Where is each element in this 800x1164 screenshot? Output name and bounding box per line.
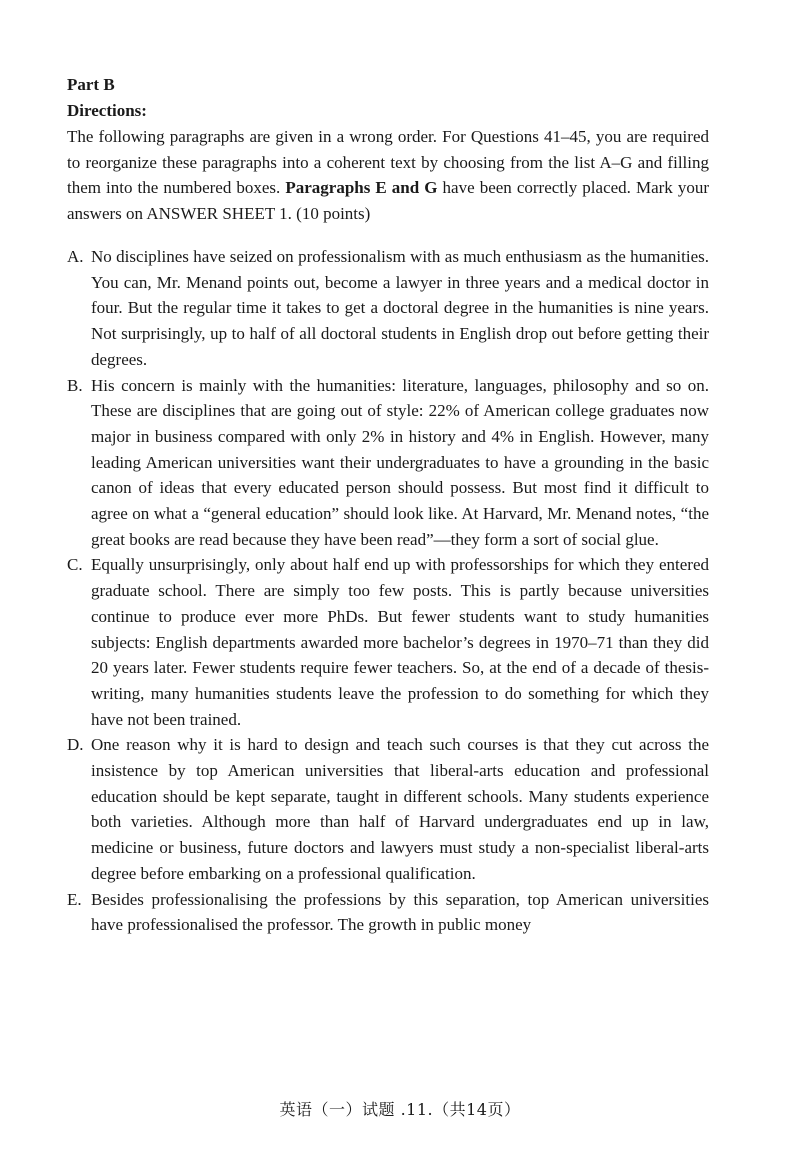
option-paragraph-e <box>67 887 709 938</box>
option-letter: C. <box>67 555 83 575</box>
option-letter: B. <box>67 375 83 395</box>
page-footer: 英语（一）试题 .11.（共14页） <box>279 1100 521 1119</box>
directions-text-part-2: have been correctly placed. Mark your answers on ANSWER SHEET 1. (10 points) <box>67 178 709 223</box>
directions-title: Directions: <box>67 101 147 120</box>
option-text: One reason why it is hard to design and teach such courses is that they cut across the insistence by top American universities that liberal-arts education and professional education should be kept separate, taught in different schools. Many students experience both varieties. Although more than half of Harvard undergraduates end up in law, medicine or business, future doctors and lawyers must study a non-specialist liberal-arts degree before embarking on a professional qualification. <box>91 735 709 883</box>
option-paragraph-b <box>67 373 709 553</box>
directions-bold-text: Paragraphs E and G <box>285 178 438 197</box>
part-title: Part B <box>67 75 115 94</box>
option-paragraph-d <box>67 732 709 886</box>
option-paragraph-a <box>67 244 709 373</box>
option-letter: E. <box>67 889 82 909</box>
option-letter: D. <box>67 735 84 755</box>
option-text: No disciplines have seized on professionalism with as much enthusiasm as the humanities. You can, Mr. Menand points out, become a lawyer in three years and a medical doctor in four. But the regular time it takes to get a doctoral degree in the humanities is nine years. Not surprisingly, up to half of all doctoral students in English drop out before getting their degrees. <box>91 247 709 369</box>
option-text: Besides professionalising the professions by this separation, top American universities have professionalised the professor. The growth in public money <box>91 889 709 935</box>
directions-text <box>67 124 709 226</box>
directions-text-part-1: The following paragraphs are given in a wrong order. For Questions 41–45, you are required to reorganize these paragraphs into a coherent text by choosing from the list A–G and filling them into the numbered boxes. <box>67 127 709 197</box>
option-paragraph-c <box>67 552 709 732</box>
exam-page <box>67 72 709 938</box>
option-text: His concern is mainly with the humanities: literature, languages, philosophy and so on. These are disciplines that are going out of style: 22% of American college graduates now major in business compared with only 2% in history and 4% in English. However, many leading American universities want their undergraduates to have a grounding in the basic canon of ideas that every educated person should possess. But most find it difficult to agree on what a “general education” should look like. At Harvard, Mr. Menand notes, “the great books are read because they have been read”—they form a sort of social glue. <box>91 375 709 549</box>
option-text: Equally unsurprisingly, only about half end up with professorships for which they entered graduate school. There are simply too few posts. This is partly because universities continue to produce ever more PhDs. But fewer students want to study humanities subjects: English departments awarded more bachelor’s degrees in 1970–71 than they did 20 years later. Fewer students require fewer teachers. So, at the end of a decade of thesis-writing, many humanities students leave the profession to do something for which they have not been trained. <box>91 555 709 729</box>
option-letter: A. <box>67 247 84 266</box>
